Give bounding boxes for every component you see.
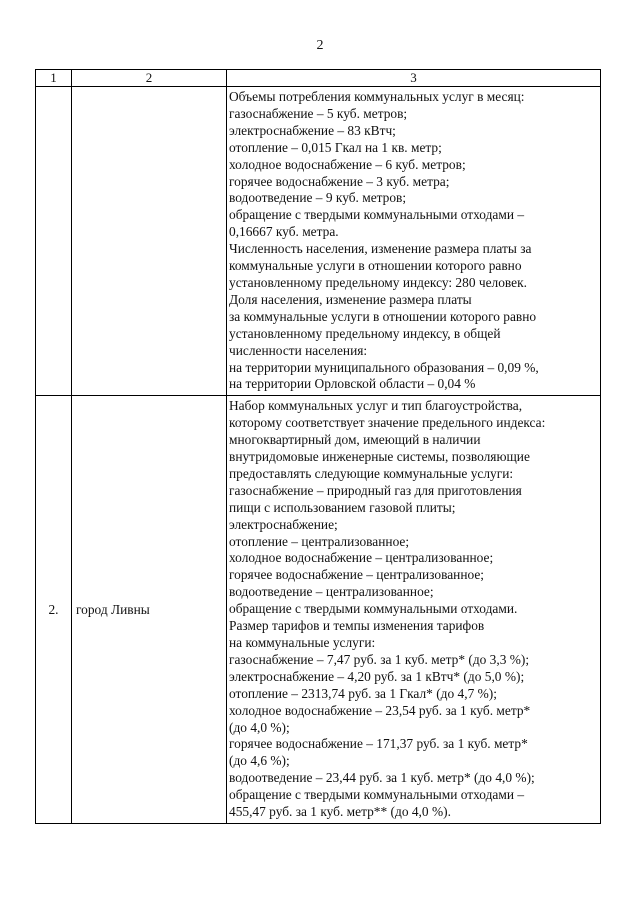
text-line: горячее водоснабжение – 3 куб. метра;	[229, 173, 450, 189]
tariff-table	[35, 69, 601, 824]
text-line: на коммунальные услуги:	[229, 635, 376, 650]
text-line: (до 4,0 %);	[229, 719, 290, 735]
text-line: обращение с твердыми коммунальными отходами –	[229, 207, 525, 223]
text-line: которому соответствует значение предельного индекса:	[229, 415, 546, 431]
text-line: отопление – централизованное;	[229, 533, 410, 549]
text-line: внутридомовые инженерные системы, позволяющие	[229, 449, 530, 465]
header-col-3: 3	[227, 70, 601, 87]
description-lines	[227, 87, 600, 395]
text-line: отопление – 0,015 Гкал на 1 кв. метр;	[229, 139, 442, 155]
text-line: за коммунальные услуги в отношении которого равно	[229, 308, 537, 324]
text-line: установленному предельному индексу, в общей	[229, 325, 501, 341]
text-line: Объемы потребления коммунальных услуг в месяц:	[229, 89, 525, 104]
text-line: водоотведение – централизованное;	[229, 584, 434, 600]
text-line: (до 4,6 %);	[229, 753, 290, 769]
text-line: на территории муниципального образования – 0,09 %,	[229, 359, 539, 375]
text-line: электроснабжение – 4,20 руб. за 1 кВтч* (до 5,0 %);	[229, 668, 525, 684]
text-line: на территории Орловской области – 0,04 %	[229, 376, 476, 392]
row-description	[227, 87, 601, 396]
text-line: электроснабжение;	[229, 516, 338, 532]
description-lines	[227, 396, 600, 823]
text-line: отопление – 2313,74 руб. за 1 Гкал* (до 4,7 %);	[229, 685, 497, 701]
text-line: предоставлять следующие коммунальные услуги:	[229, 465, 514, 481]
text-line: численности населения:	[229, 342, 368, 358]
text-line: газоснабжение – 7,47 руб. за 1 куб. метр* (до 3,3 %);	[229, 651, 530, 667]
text-line: пищи с использованием газовой плиты;	[229, 499, 456, 515]
table-header-row	[36, 70, 601, 87]
text-line: 0,16667 куб. метра.	[229, 224, 339, 240]
text-line: водоотведение – 9 куб. метров;	[229, 190, 407, 206]
text-line: холодное водоснабжение – 23,54 руб. за 1 куб. метр*	[229, 702, 531, 718]
text-line: многоквартирный дом, имеющий в наличии	[229, 432, 481, 448]
text-line: электроснабжение – 83 кВтч;	[229, 122, 396, 138]
row-number	[36, 87, 72, 396]
page-number: 2	[316, 38, 324, 53]
row-description	[227, 396, 601, 824]
header-col-1: 1	[36, 70, 72, 87]
text-line: обращение с твердыми коммунальными отходами.	[229, 601, 518, 617]
text-line: Размер тарифов и темпы изменения тарифов	[229, 618, 485, 634]
header-col-2: 2	[72, 70, 227, 87]
text-line: Набор коммунальных услуг и тип благоустройства,	[229, 398, 523, 414]
text-line: газоснабжение – природный газ для приготовления	[229, 482, 522, 498]
text-line: коммунальные услуги в отношении которого равно	[229, 258, 522, 274]
text-line: горячее водоснабжение – 171,37 руб. за 1 куб. метр*	[229, 736, 528, 752]
table-row-1	[36, 87, 601, 396]
text-line: Доля населения, изменение размера платы	[229, 291, 472, 307]
text-line: Численность населения, изменение размера платы за	[229, 241, 532, 257]
municipality-name	[72, 87, 227, 396]
text-line: газоснабжение – 5 куб. метров;	[229, 105, 408, 121]
text-line: холодное водоснабжение – централизованное;	[229, 550, 494, 566]
table-row-2	[36, 396, 601, 824]
text-line: установленному предельному индексу: 280 человек.	[229, 274, 527, 290]
text-line: горячее водоснабжение – централизованное;	[229, 567, 485, 583]
text-line: водоотведение – 23,44 руб. за 1 куб. метр* (до 4,0 %);	[229, 770, 535, 786]
text-line: холодное водоснабжение – 6 куб. метров;	[229, 156, 466, 172]
text-line: 455,47 руб. за 1 куб. метр** (до 4,0 %).	[229, 804, 451, 820]
text-line: обращение с твердыми коммунальными отходами –	[229, 787, 525, 803]
municipality-name: город Ливны	[72, 396, 227, 824]
row-number: 2.	[36, 396, 72, 824]
